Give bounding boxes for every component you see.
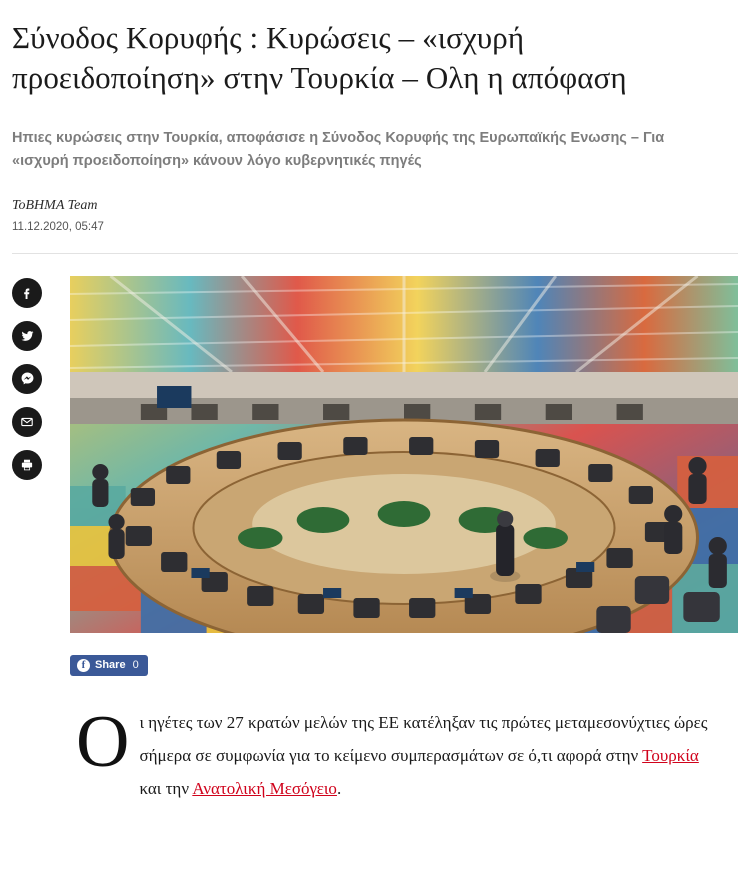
facebook-share-label: Share	[95, 659, 126, 672]
body-text-part-2: και την	[139, 778, 193, 798]
facebook-share-button[interactable]	[70, 655, 148, 676]
body-text-part-1: ι ηγέτες των 27 κρατών μελών της ΕΕ κατέληξαν τις πρώτες μεταμεσονύχτιες ώρες σήμερα σε συμφωνία για το κείμενο συμπερασμάτων σε ό,τι αφορά στην	[139, 712, 708, 765]
share-facebook-button[interactable]	[12, 278, 42, 308]
hero-image	[70, 276, 738, 633]
print-button[interactable]	[12, 450, 42, 480]
email-icon	[19, 414, 35, 430]
article-body-area	[0, 254, 750, 805]
article-content	[70, 276, 738, 805]
facebook-icon	[19, 285, 35, 301]
facebook-share-count: 0	[132, 659, 139, 672]
messenger-icon	[19, 370, 36, 387]
link-eastern-mediterranean[interactable]: Ανατολική Μεσόγειο	[192, 778, 337, 798]
social-share-rail	[12, 276, 70, 805]
byline: ToBHMA Team	[12, 197, 98, 213]
facebook-icon: f	[77, 659, 90, 672]
share-messenger-button[interactable]	[12, 364, 42, 394]
share-email-button[interactable]	[12, 407, 42, 437]
timestamp: 11.12.2020, 05:47	[12, 220, 104, 233]
drop-cap: Ο	[76, 700, 130, 783]
link-turkey[interactable]: Τουρκία	[642, 745, 699, 765]
article-text	[70, 700, 738, 805]
body-text-part-3: .	[336, 778, 342, 798]
print-icon	[19, 457, 35, 473]
share-twitter-button[interactable]	[12, 321, 42, 351]
page-title: Σύνοδος Κορυφής : Κυρώσεις – «ισχυρή προειδοποίηση» στην Τουρκία – Ολη η απόφαση	[12, 20, 627, 96]
article-standfirst: Ηπιες κυρώσεις στην Τουρκία, αποφάσισε η Σύνοδος Κορυφής της Ευρωπαϊκής Ενωσης – Για «ισχυρή προειδοποίηση» κάνουν λόγο κυβερνητικές πηγές	[12, 129, 665, 170]
twitter-icon	[19, 327, 36, 344]
